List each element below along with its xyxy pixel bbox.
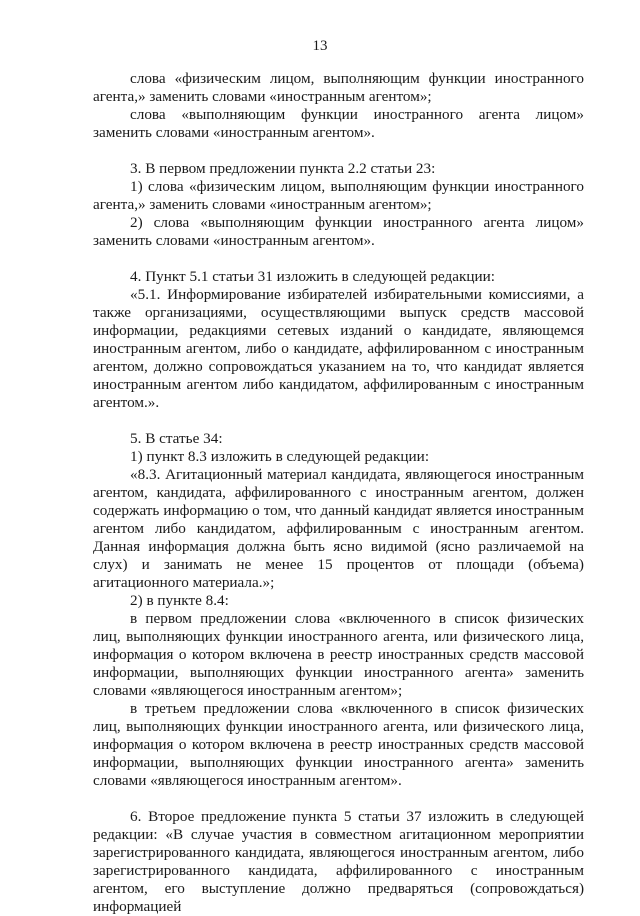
document-body <box>93 70 584 916</box>
paragraph: слова «физическим лицом, выполняющим функции иностранного агента,» заменить словами «иностранным агентом»; <box>93 70 584 105</box>
paragraph: слова «выполняющим функции иностранного агента лицом» заменить словами «иностранным агентом». <box>93 106 584 141</box>
paragraph: «8.3. Агитационный материал кандидата, являющегося иностранным агентом, кандидата, аффилированного с иностранным агентом, должен содержать информацию о том, что данный кандидат является иностранным агентом либо кандидатом, аффилированным с иностранным агентом. Данная информация должна быть ясно видимой (ясно различаемой на слух) и занимать не менее 15 процентов от площади (объема) агитационного материала.»; <box>93 466 584 591</box>
paragraph: 1) пункт 8.3 изложить в следующей редакции: <box>130 448 430 465</box>
paragraph: 6. Второе предложение пункта 5 статьи 37 изложить в следующей редакции: «В случае участия в совместном агитационном мероприятии зарегистрированного кандидата, являющегося иностранным агентом, либо зарегистрированного кандидата, аффилированного с иностранным агентом, его выступление должно предваряться (сопровождаться) информацией <box>93 808 584 915</box>
paragraph: 5. В статье 34: <box>130 430 223 447</box>
paragraph: 2) в пункте 8.4: <box>130 592 229 609</box>
paragraph: 3. В первом предложении пункта 2.2 статьи 23: <box>130 160 436 177</box>
paragraph: в третьем предложении слова «включенного в список физических лиц, выполняющих функции иностранного агента, или физического лица, информация о котором включена в реестр иностранных средств массовой информации, выполняющих функции иностранного агента» заменить словами «являющегося иностранным агентом». <box>93 700 584 789</box>
paragraph: 4. Пункт 5.1 статьи 31 изложить в следующей редакции: <box>130 268 495 285</box>
paragraph: «5.1. Информирование избирателей избирательными комиссиями, а также организациями, осуществляющими выпуск средств массовой информации, редакциями сетевых изданий о кандидате, являющемся иностранным агентом, либо о кандидате, аффилированном с иностранным агентом, должно сопровождаться указанием на то, что кандидат является иностранным агентом либо кандидатом, аффилированным с иностранным агентом.». <box>93 286 584 411</box>
page-number: 13 <box>312 38 328 54</box>
paragraph: в первом предложении слова «включенного в список физических лиц, выполняющих функции иностранного агента, или физического лица, информация о котором включена в реестр иностранных средств массовой информации, выполняющих функции иностранного агента» заменить словами «являющегося иностранным агентом»; <box>93 610 584 699</box>
paragraph: 1) слова «физическим лицом, выполняющим функции иностранного агента,» заменить словами «иностранным агентом»; <box>93 178 584 213</box>
paragraph: 2) слова «выполняющим функции иностранного агента лицом» заменить словами «иностранным агентом». <box>93 214 584 249</box>
